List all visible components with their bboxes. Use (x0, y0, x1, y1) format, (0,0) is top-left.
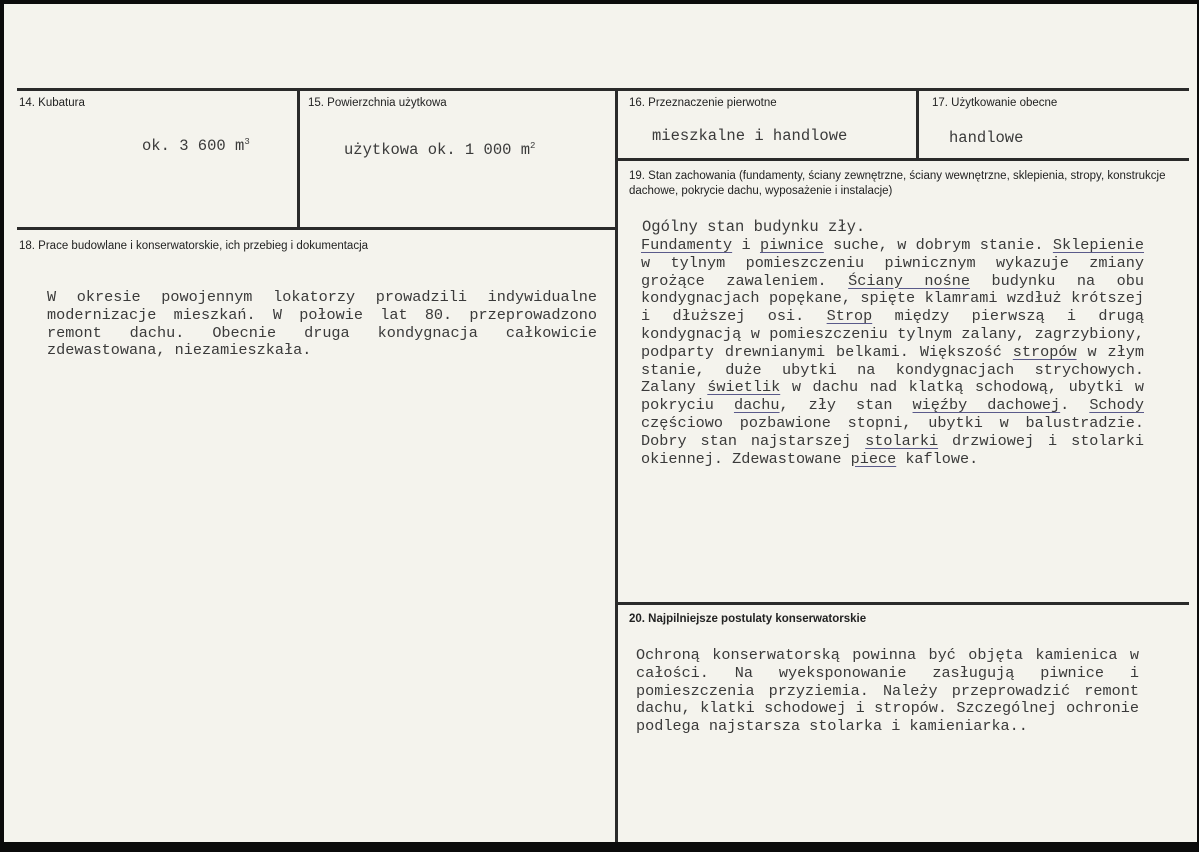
divider-row2 (17, 227, 617, 230)
underlined-term: piece (850, 449, 897, 468)
underlined-term: Fundamenty (641, 236, 733, 254)
divider-right-2 (617, 602, 1189, 605)
underlined-term: dachu (733, 396, 780, 415)
kubatura-unit-sup: 3 (244, 137, 250, 147)
field-15-value (344, 141, 535, 159)
kubatura-value: ok. 3 600 m (142, 137, 245, 156)
field-19-label: 19. Stan zachowania (fundamenty, ściany zewnętrzne, ściany wewnętrzne, sklepienia, stropy, konstrukcje dachowe, pokrycie dachu, wyposażenie i instalacje) (629, 170, 1166, 197)
underlined-term: stolarki (865, 431, 939, 450)
underlined-term: Ściany nośne (848, 271, 970, 290)
field-14-value (142, 137, 250, 155)
underlined-term: świetlik (707, 378, 781, 397)
field-16-value: mieszkalne i handlowe (652, 127, 848, 145)
divider-v3 (916, 88, 919, 160)
divider-top (17, 88, 1189, 91)
field-14-label: 14. Kubatura (19, 97, 85, 109)
divider-v-main (615, 88, 618, 842)
underlined-term: więźby dachowej (912, 396, 1061, 415)
field-20-label: 20. Najpilniejsze postulaty konserwatorskie (629, 613, 867, 625)
underlined-term: Strop (826, 307, 873, 326)
field-19-text: Fundamenty i piwnice suche, w dobrym stanie. Sklepienie w tylnym pomieszczeniu piwnicznym wykazuje zmiany grożące zawaleniem. Ściany nośne budynku na obu kondygnacjach popękane, spięte klamrami wzdłuż krótszej i dłuższej osi. Strop między pierwszą i drugą kondygnacją w pomieszczeniu tylnym zalany, zagrzybiony, podparty drewnianymi belkami. Większość stropów w złym stanie, duże ubytki na kondygnacjach strychowych. Zalany świetlik w dachu nad klatką schodową, ubytki w pokryciu dachu, zły stan więźby dachowej. Schody częściowo pozbawione stopni, ubytki w balustradzie. Dobry stan najstarszej stolarki drzwiowej i stolarki okiennej. Zdewastowane piece kaflowe. (641, 236, 1145, 468)
field-20-text: Ochroną konserwatorską powinna być objęta kamienica w całości. Na wyeksponowanie zasługują piwnice i pomieszczenia przyziemia. Należy przeprowadzić remont dachu, klatki schodowej i stropów. Szczególnej ochronie podlega najstarsza stolarka i kamieniarka.. (636, 646, 1139, 736)
field-16-label: 16. Przeznaczenie pierwotne (629, 97, 777, 109)
divider-v1 (297, 88, 300, 229)
divider-right-1 (617, 158, 1189, 161)
field-17-label: 17. Użytkowanie obecne (932, 97, 1058, 109)
field-17-value: handlowe (949, 129, 1024, 147)
field-18-text: W okresie powojennym lokatorzy prowadzili indywidualne modernizacje mieszkań. W połowie lat 80. przeprowadzono remont dachu. Obecnie druga kondygnacja całkowicie zdewastowana, niezamieszkała. (47, 288, 597, 360)
record-card (4, 4, 1197, 842)
field-15-label: 15. Powierzchnia użytkowa (308, 97, 447, 109)
underlined-term: Schody (1089, 396, 1144, 415)
underlined-term: Sklepienie (1052, 236, 1145, 254)
underlined-term: stropów (1012, 342, 1077, 361)
powierzchnia-unit-sup: 2 (530, 141, 536, 151)
field-18-label: 18. Prace budowlane i konserwatorskie, ich przebieg i dokumentacja (19, 240, 369, 252)
powierzchnia-value: użytkowa ok. 1 000 m (344, 141, 531, 160)
underlined-term: piwnice (759, 236, 824, 254)
field-19-intro: Ogólny stan budynku zły. (642, 218, 866, 236)
